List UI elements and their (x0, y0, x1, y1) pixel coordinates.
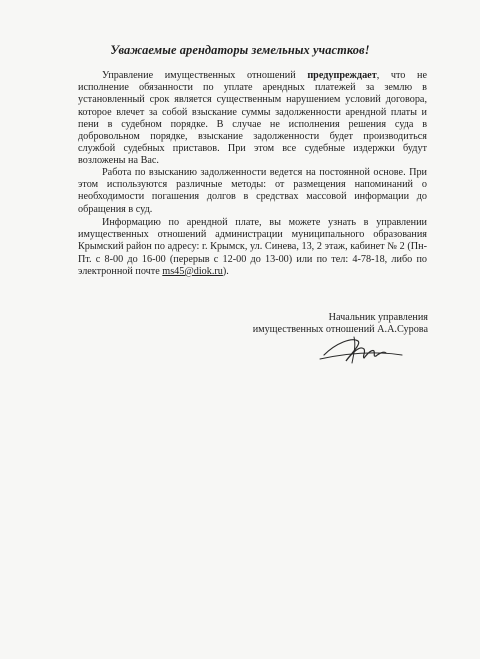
para1-text-start: Управление имущественных отношений (102, 70, 308, 81)
para3-text-end: ). (222, 265, 229, 277)
para2-text: Работа по взысканию задолженности ведется на постоянной основе. При этом используются различные методы: от размещения напоминаний о необходимости погашения долгов в средствах массовой информации до обращения в суд. (78, 167, 427, 215)
para3-text-start: Информацию по арендной плате, вы можете узнать в управлении имущественных отношений администрации муниципального образования Крымский район по адресу: г. Крымск, ул. Синева, 13, 2 этаж, кабинет № 2 (Пн-Пт. с 8-00 до 16-00 (перерыв с 12-00 до 13-00) или по тел: 4-78-18, либо по электронной почте (78, 217, 427, 277)
para1-bold-word: предупреждает (307, 70, 377, 81)
paragraph-contact (78, 217, 427, 278)
paragraph-collection (78, 167, 427, 216)
signatory-name: имущественных отношений А.А.Сурова (252, 324, 428, 336)
handwritten-signature (318, 331, 408, 365)
paragraph-warning (78, 70, 427, 168)
signatory-title: Начальник управления (328, 312, 428, 323)
para1-text-end: , что не исполнение обязанности по уплате арендных платежей за землю в установленный срок является существенным нарушением условий договора, которое влечет за собой взыскание суммы задолженности арендной платы и пени в судебном порядке. В случае не исполнения решения суда в добровольном порядке, взыскание задолженности будет производиться службой судебных приставов. При этом все судебные издержки будут возложены на Вас. (78, 70, 427, 167)
email-link[interactable]: ms45@diok.ru (162, 265, 223, 277)
document-title: Уважаемые арендаторы земельных участков! (110, 43, 370, 57)
